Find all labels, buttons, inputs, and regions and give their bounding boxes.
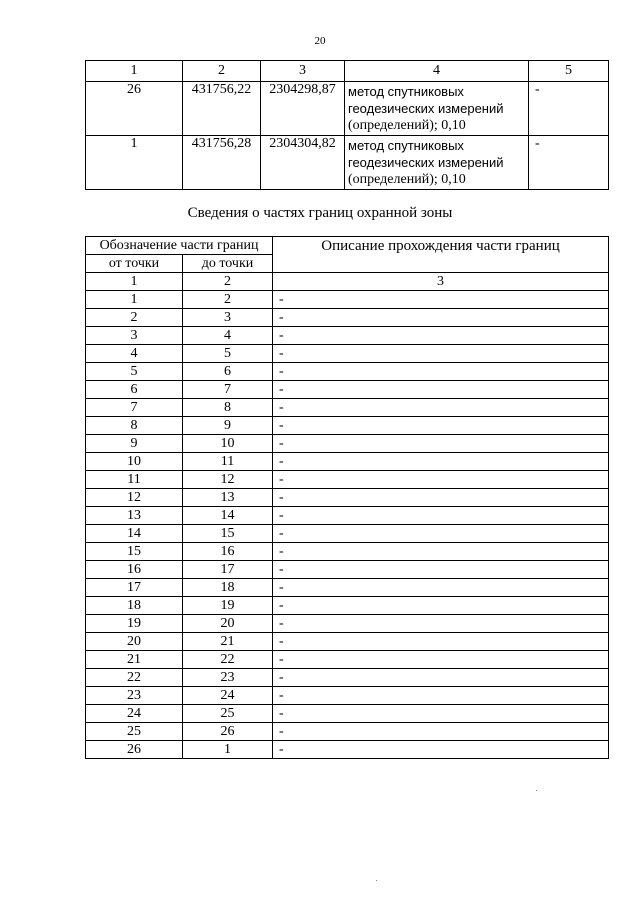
y-coordinate-cell: 2304298,87: [261, 82, 345, 136]
from-point-cell: 23: [86, 687, 183, 705]
table-row: [86, 417, 609, 435]
to-point-cell: 2: [183, 291, 273, 309]
point-cell: 1: [86, 136, 183, 190]
coordinates-table: [85, 60, 609, 190]
description-cell: -: [273, 723, 609, 741]
to-point-cell: 16: [183, 543, 273, 561]
description-cell: -: [273, 363, 609, 381]
description-cell: -: [273, 381, 609, 399]
table-row: [86, 435, 609, 453]
table-row: [86, 723, 609, 741]
from-point-cell: 22: [86, 669, 183, 687]
from-point-cell: 19: [86, 615, 183, 633]
from-point-cell: 1: [86, 291, 183, 309]
table-row: [86, 399, 609, 417]
col-number: 2: [183, 273, 273, 291]
from-point-cell: 4: [86, 345, 183, 363]
from-point-cell: 24: [86, 705, 183, 723]
table-row: [86, 687, 609, 705]
col-number: 1: [86, 273, 183, 291]
from-point-cell: 20: [86, 633, 183, 651]
to-point-cell: 6: [183, 363, 273, 381]
to-point-cell: 10: [183, 435, 273, 453]
table-row: [86, 525, 609, 543]
description-cell: -: [273, 615, 609, 633]
from-point-cell: 13: [86, 507, 183, 525]
method-accuracy: (определений); 0,10: [348, 172, 466, 187]
table-row: [86, 453, 609, 471]
to-point-cell: 19: [183, 597, 273, 615]
method-line: геодезических измерений: [348, 155, 504, 170]
method-cell: [345, 136, 529, 190]
description-cell: -: [273, 471, 609, 489]
table-row: [86, 136, 609, 190]
description-cell: -: [273, 651, 609, 669]
header-to-point: до точки: [183, 255, 273, 273]
to-point-cell: 23: [183, 669, 273, 687]
description-cell: -: [273, 687, 609, 705]
page-number: 20: [314, 35, 326, 47]
to-point-cell: 21: [183, 633, 273, 651]
description-cell: -: [273, 633, 609, 651]
table-row: [86, 543, 609, 561]
header-from-point: от точки: [86, 255, 183, 273]
table-row: [86, 507, 609, 525]
method-line: метод спутниковых: [348, 138, 464, 153]
to-point-cell: 3: [183, 309, 273, 327]
from-point-cell: 2: [86, 309, 183, 327]
from-point-cell: 9: [86, 435, 183, 453]
to-point-cell: 17: [183, 561, 273, 579]
to-point-cell: 14: [183, 507, 273, 525]
from-point-cell: 6: [86, 381, 183, 399]
col5-cell: -: [529, 136, 609, 190]
scan-speck: [376, 880, 377, 881]
col-header: 1: [86, 61, 183, 82]
scan-speck: [536, 790, 537, 791]
col-header: 3: [261, 61, 345, 82]
description-cell: -: [273, 507, 609, 525]
to-point-cell: 15: [183, 525, 273, 543]
description-cell: -: [273, 579, 609, 597]
to-point-cell: 8: [183, 399, 273, 417]
from-point-cell: 25: [86, 723, 183, 741]
parts-header-row: [86, 237, 609, 255]
from-point-cell: 15: [86, 543, 183, 561]
col-number: 3: [273, 273, 609, 291]
table-row: [86, 633, 609, 651]
to-point-cell: 11: [183, 453, 273, 471]
to-point-cell: 24: [183, 687, 273, 705]
col-header: 2: [183, 61, 261, 82]
to-point-cell: 4: [183, 327, 273, 345]
description-cell: -: [273, 327, 609, 345]
to-point-cell: 9: [183, 417, 273, 435]
to-point-cell: 7: [183, 381, 273, 399]
point-cell: 26: [86, 82, 183, 136]
from-point-cell: 14: [86, 525, 183, 543]
description-cell: -: [273, 435, 609, 453]
table-row: [86, 82, 609, 136]
table-row: [86, 669, 609, 687]
to-point-cell: 13: [183, 489, 273, 507]
description-cell: -: [273, 741, 609, 759]
col-header: 4: [345, 61, 529, 82]
from-point-cell: 10: [86, 453, 183, 471]
from-point-cell: 18: [86, 597, 183, 615]
table-row: [86, 597, 609, 615]
column-number-row: [86, 273, 609, 291]
table-row: [86, 615, 609, 633]
header-description: Описание прохождения части границ: [273, 237, 609, 273]
table-row: [86, 381, 609, 399]
to-point-cell: 22: [183, 651, 273, 669]
x-coordinate-cell: 431756,28: [183, 136, 261, 190]
description-cell: -: [273, 597, 609, 615]
header-part-designation: Обозначение части границ: [86, 237, 273, 255]
to-point-cell: 18: [183, 579, 273, 597]
table-row: [86, 651, 609, 669]
from-point-cell: 8: [86, 417, 183, 435]
to-point-cell: 1: [183, 741, 273, 759]
table-row: [86, 705, 609, 723]
table-row: [86, 561, 609, 579]
description-cell: -: [273, 345, 609, 363]
description-cell: -: [273, 399, 609, 417]
table-row: [86, 345, 609, 363]
from-point-cell: 26: [86, 741, 183, 759]
description-cell: -: [273, 291, 609, 309]
col5-cell: -: [529, 82, 609, 136]
from-point-cell: 7: [86, 399, 183, 417]
boundary-parts-table: [85, 236, 609, 759]
to-point-cell: 5: [183, 345, 273, 363]
description-cell: -: [273, 561, 609, 579]
table-row: [86, 741, 609, 759]
table-row: [86, 489, 609, 507]
description-cell: -: [273, 309, 609, 327]
x-coordinate-cell: 431756,22: [183, 82, 261, 136]
method-accuracy: (определений); 0,10: [348, 118, 466, 133]
description-cell: -: [273, 525, 609, 543]
method-line: метод спутниковых: [348, 84, 464, 99]
table-row: [86, 579, 609, 597]
from-point-cell: 11: [86, 471, 183, 489]
description-cell: -: [273, 543, 609, 561]
to-point-cell: 12: [183, 471, 273, 489]
table-row: [86, 291, 609, 309]
table-row: [86, 471, 609, 489]
description-cell: -: [273, 453, 609, 471]
from-point-cell: 21: [86, 651, 183, 669]
description-cell: -: [273, 705, 609, 723]
from-point-cell: 16: [86, 561, 183, 579]
to-point-cell: 25: [183, 705, 273, 723]
coordinates-header-row: [86, 61, 609, 82]
description-cell: -: [273, 669, 609, 687]
from-point-cell: 17: [86, 579, 183, 597]
description-cell: -: [273, 417, 609, 435]
to-point-cell: 20: [183, 615, 273, 633]
to-point-cell: 26: [183, 723, 273, 741]
table-row: [86, 327, 609, 345]
description-cell: -: [273, 489, 609, 507]
from-point-cell: 12: [86, 489, 183, 507]
method-cell: [345, 82, 529, 136]
y-coordinate-cell: 2304304,82: [261, 136, 345, 190]
method-line: геодезических измерений: [348, 101, 504, 116]
table-row: [86, 309, 609, 327]
from-point-cell: 5: [86, 363, 183, 381]
col-header: 5: [529, 61, 609, 82]
from-point-cell: 3: [86, 327, 183, 345]
table-row: [86, 363, 609, 381]
section-title: Сведения о частях границ охранной зоны: [187, 205, 453, 221]
